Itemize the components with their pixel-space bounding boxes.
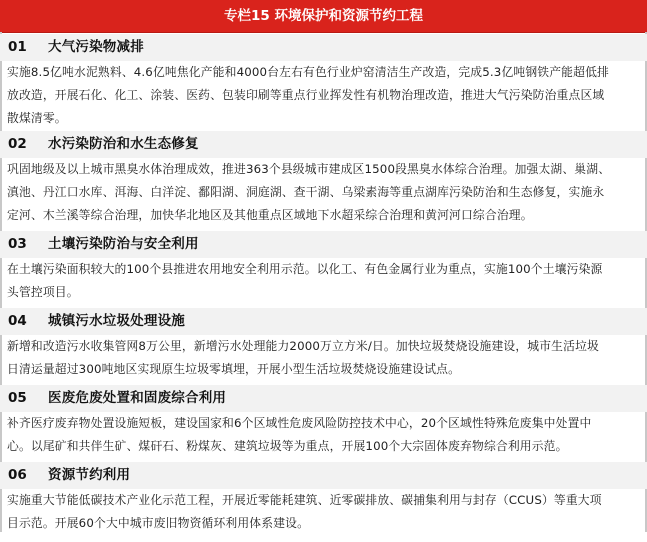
- section-heading: 资源节约利用: [48, 467, 131, 483]
- body-line: 补齐医疗废弃物处置设施短板，建设国家和6个区域性危废风险防控技术中心，20个区域性特殊危废集中处置中: [7, 416, 592, 430]
- section-heading: 土壤污染防治与安全利用: [48, 236, 199, 252]
- section-heading: 大气污染物减排: [48, 39, 144, 55]
- section-body: [0, 335, 647, 381]
- section-heading: 水污染防治和水生态修复: [48, 136, 199, 152]
- body-line: 实施8.5亿吨水泥熟料、4.6亿吨焦化产能和4000台左右有色行业炉窑清洁生产改造，完成5.3亿吨钢铁产能超低排: [7, 65, 609, 79]
- section-header: [0, 231, 647, 258]
- section-heading: 城镇污水垃圾处理设施: [48, 313, 185, 329]
- section-05: [0, 385, 647, 458]
- body-line: 目示范。开展60个大中城市废旧物资循环利用体系建设。: [7, 516, 310, 530]
- section-04: [0, 308, 647, 381]
- section-body: [0, 412, 647, 458]
- section-02: [0, 131, 647, 227]
- section-body: [0, 258, 647, 304]
- body-line: 在土壤污染面积较大的100个县推进农用地安全利用示范。以化工、有色金属行业为重点，实施100个土壤污染源: [7, 262, 603, 276]
- section-06: [0, 462, 647, 535]
- body-line: 日清运量超过300吨地区实现原生垃圾零填埋，开展小型生活垃圾焚烧设施建设试点。: [7, 362, 461, 376]
- body-line: 巩固地级及以上城市黑臭水体治理成效，推进363个县级城市建成区1500段黑臭水体综合治理。加强太湖、巢湖、: [7, 162, 611, 176]
- section-number: 02: [8, 136, 27, 152]
- section-number: 01: [8, 39, 27, 55]
- body-line: 定河、木兰溪等综合治理，加快华北地区及其他重点区域地下水超采综合治理和黄河河口综合治理。: [7, 208, 533, 222]
- section-03: [0, 231, 647, 304]
- section-header: [0, 34, 647, 61]
- body-line: 散煤清零。: [7, 111, 67, 125]
- section-header: [0, 462, 647, 489]
- body-line: 滇池、丹江口水库、洱海、白洋淀、鄱阳湖、洞庭湖、查干湖、乌梁素海等重点湖库污染防治和生态修复，实施永: [7, 185, 605, 199]
- section-body: [0, 489, 647, 535]
- panel-title: 专栏15 环境保护和资源节约工程: [0, 0, 647, 33]
- section-number: 03: [8, 236, 27, 252]
- section-number: 04: [8, 313, 27, 329]
- body-line: 新增和改造污水收集管网8万公里，新增污水处理能力2000万立方米/日。加快垃圾焚烧设施建设，城市生活垃圾: [7, 339, 599, 353]
- section-header: [0, 385, 647, 412]
- section-number: 05: [8, 390, 27, 406]
- body-line: 头管控项目。: [7, 285, 79, 299]
- body-line: 心。以尾矿和共伴生矿、煤矸石、粉煤灰、建筑垃圾等为重点，开展100个大宗固体废弃物综合利用示范。: [7, 439, 568, 453]
- section-body: [0, 61, 647, 130]
- section-body: [0, 158, 647, 227]
- body-line: 实施重大节能低碳技术产业化示范工程，开展近零能耗建筑、近零碳排放、碳捕集利用与封存（CCUS）等重大项: [7, 493, 602, 507]
- section-header: [0, 131, 647, 158]
- section-01: [0, 34, 647, 130]
- body-line: 放改造，开展石化、化工、涂装、医药、包装印刷等重点行业挥发性有机物治理改造，推进大气污染防治重点区域: [7, 88, 605, 102]
- section-number: 06: [8, 467, 27, 483]
- section-heading: 医废危废处置和固废综合利用: [48, 390, 227, 406]
- section-header: [0, 308, 647, 335]
